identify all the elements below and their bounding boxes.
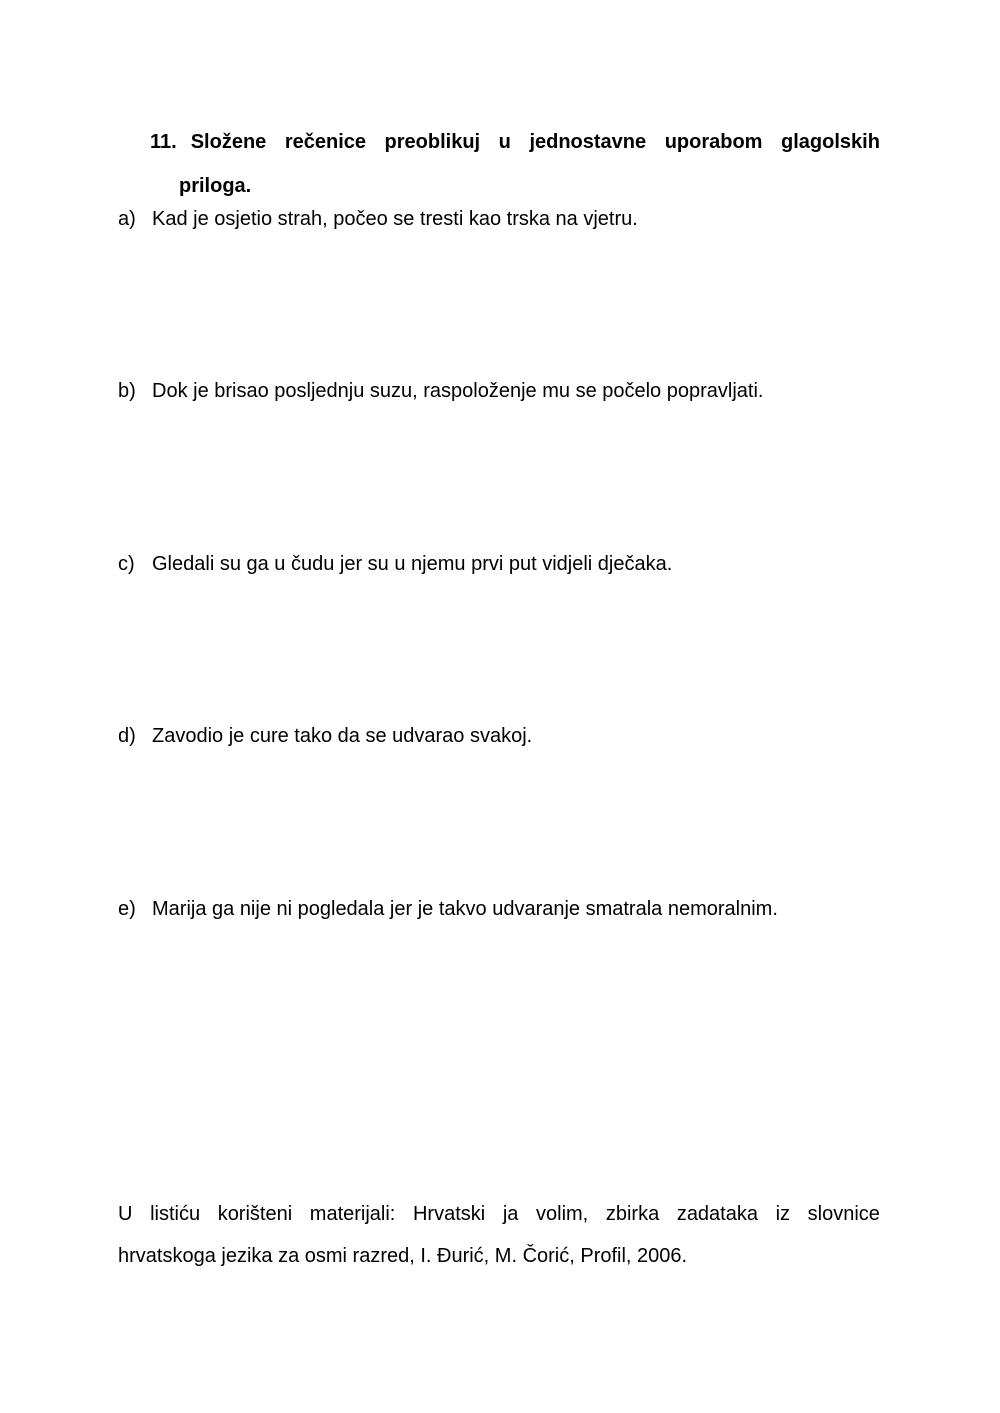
task-heading-line1 bbox=[150, 120, 880, 164]
source-word: iz bbox=[775, 1203, 791, 1225]
task-word: Složene bbox=[190, 131, 267, 153]
item-sentence: Gledali su ga u čudu jer su u njemu prvi put vidjeli dječaka. bbox=[152, 553, 673, 575]
exercise-item-b bbox=[118, 376, 763, 406]
source-word: materijali: bbox=[309, 1203, 396, 1225]
item-marker: d) bbox=[118, 725, 136, 747]
source-word: slovnice bbox=[807, 1203, 880, 1225]
task-word: rečenice bbox=[284, 131, 366, 153]
source-note-line2: hrvatskoga jezika za osmi razred, I. Đurić, M. Čorić, Profil, 2006. bbox=[118, 1245, 688, 1267]
task-heading bbox=[150, 120, 880, 208]
item-sentence: Dok je brisao posljednju suzu, raspoloženje mu se počelo popravljati. bbox=[152, 380, 764, 402]
task-number: 11. bbox=[150, 131, 177, 153]
task-heading-line2: priloga. bbox=[179, 175, 252, 197]
exercise-item-c bbox=[118, 549, 672, 579]
item-marker: b) bbox=[118, 380, 136, 402]
task-word: u bbox=[498, 131, 511, 153]
source-word: Hrvatski bbox=[412, 1203, 486, 1225]
source-word: zadataka bbox=[676, 1203, 758, 1225]
source-word: U bbox=[118, 1203, 133, 1225]
task-word: jednostavne bbox=[529, 131, 647, 153]
item-sentence: Marija ga nije ni pogledala jer je takvo udvaranje smatrala nemoralnim. bbox=[152, 898, 778, 920]
task-word: uporabom bbox=[664, 131, 763, 153]
source-word: korišteni bbox=[217, 1203, 293, 1225]
source-word: volim, bbox=[536, 1203, 589, 1225]
exercise-item-e bbox=[118, 894, 778, 924]
item-marker: c) bbox=[118, 553, 135, 575]
item-sentence: Zavodio je cure tako da se udvarao svakoj. bbox=[152, 725, 533, 747]
source-word: ja bbox=[502, 1203, 519, 1225]
task-word: preoblikuj bbox=[384, 131, 481, 153]
source-word: listiću bbox=[150, 1203, 201, 1225]
item-marker: a) bbox=[118, 208, 136, 230]
item-marker: e) bbox=[118, 898, 136, 920]
source-word: zbirka bbox=[605, 1203, 660, 1225]
task-word: glagolskih bbox=[781, 131, 880, 153]
source-note-line1 bbox=[118, 1193, 880, 1235]
exercise-item-d bbox=[118, 721, 532, 751]
item-sentence: Kad je osjetio strah, počeo se tresti kao trska na vjetru. bbox=[152, 208, 638, 230]
task-instruction-words bbox=[191, 120, 880, 164]
exercise-item-a bbox=[118, 204, 638, 234]
source-note bbox=[118, 1193, 880, 1277]
